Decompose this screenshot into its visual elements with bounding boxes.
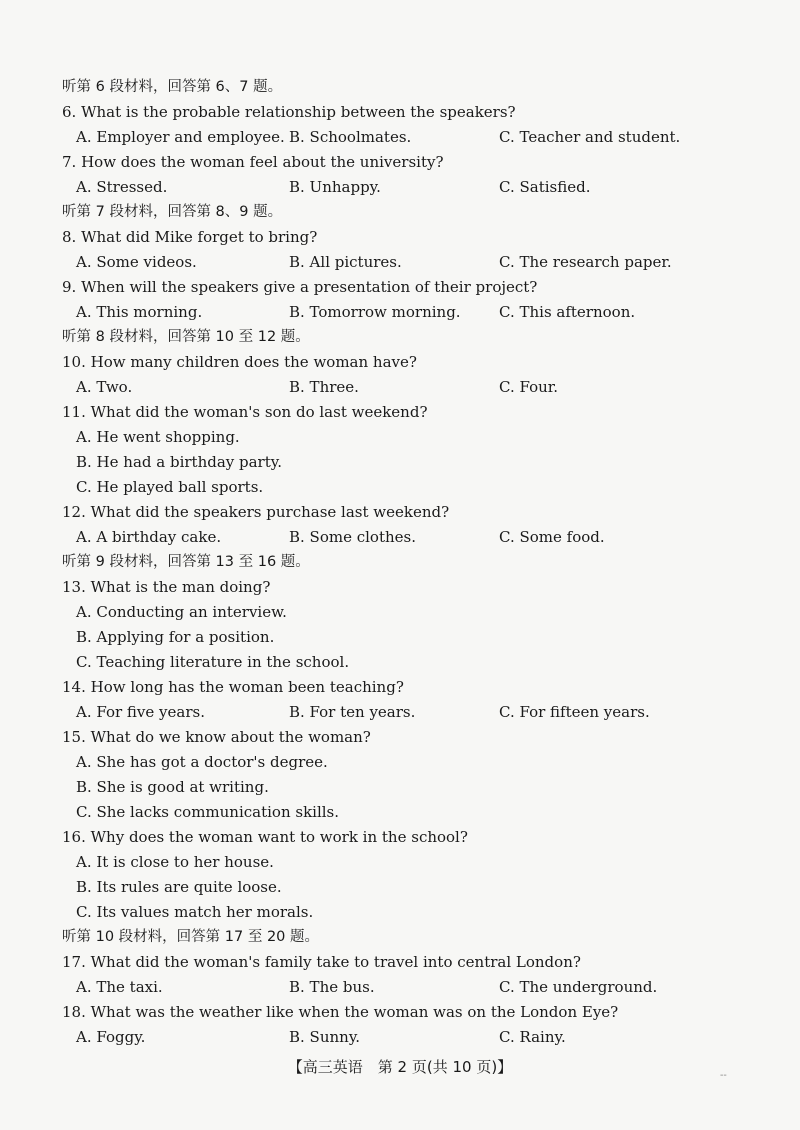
question-14: 14. How long has the woman been teaching? [62, 678, 404, 696]
question-9: 9. When will the speakers give a presentation of their project? [62, 278, 538, 296]
option-a: A. Conducting an interview. [76, 603, 287, 621]
option-b: B. Sunny. [289, 1028, 361, 1046]
option-16-c [62, 900, 760, 925]
section-heading-6: 听第 6 段材料，回答第 6、7 题。 [62, 79, 283, 95]
options-row-7 [62, 175, 760, 200]
question-7: 7. How does the woman feel about the university? [62, 153, 444, 171]
option-b: B. Three. [289, 378, 359, 396]
option-c: C. Teaching literature in the school. [76, 653, 350, 671]
page-footer: 【高三英语 第 2 页(共 10 页)】 [287, 1058, 513, 1076]
section-heading-8: 听第 8 段材料，回答第 10 至 12 题。 [62, 329, 310, 345]
option-13-a [62, 600, 760, 625]
question-17: 17. What did the woman's family take to travel into central London? [62, 953, 581, 971]
option-b: B. Unhappy. [289, 178, 381, 196]
option-c: C. The underground. [499, 978, 658, 996]
options-row-17 [62, 975, 760, 1000]
question-12: 12. What did the speakers purchase last weekend? [62, 503, 450, 521]
option-13-c [62, 650, 760, 675]
option-c: C. This afternoon. [499, 303, 636, 321]
options-row-12 [62, 525, 760, 550]
option-b: B. Its rules are quite loose. [76, 878, 282, 896]
options-row-9 [62, 300, 760, 325]
option-11-a [62, 425, 760, 450]
option-b: B. All pictures. [289, 253, 402, 271]
option-c: C. Satisfied. [499, 178, 591, 196]
question-11: 11. What did the woman's son do last weekend? [62, 403, 428, 421]
option-a: A. He went shopping. [76, 428, 240, 446]
option-b: B. Schoolmates. [289, 128, 412, 146]
section-heading-7: 听第 7 段材料，回答第 8、9 题。 [62, 204, 283, 220]
option-c: C. Its values match her morals. [76, 903, 314, 921]
option-15-c [62, 800, 760, 825]
option-b: B. He had a birthday party. [76, 453, 283, 471]
question-10: 10. How many children does the woman have? [62, 353, 417, 371]
option-a: A. Stressed. [76, 178, 168, 196]
options-row-8 [62, 250, 760, 275]
question-8: 8. What did Mike forget to bring? [62, 228, 318, 246]
option-c: C. Some food. [499, 528, 605, 546]
option-16-b [62, 875, 760, 900]
option-b: B. For ten years. [289, 703, 416, 721]
option-a: A. Two. [76, 378, 133, 396]
option-c: C. Four. [499, 378, 559, 396]
option-15-b [62, 775, 760, 800]
option-b: B. The bus. [289, 978, 375, 996]
option-c: C. For fifteen years. [499, 703, 650, 721]
question-16: 16. Why does the woman want to work in the school? [62, 828, 468, 846]
question-13: 13. What is the man doing? [62, 578, 271, 596]
option-a: A. It is close to her house. [76, 853, 274, 871]
option-b: B. Tomorrow morning. [289, 303, 461, 321]
option-a: A. Employer and employee. [76, 128, 285, 146]
option-b: B. Applying for a position. [76, 628, 275, 646]
option-a: A. A birthday cake. [76, 528, 222, 546]
option-a: A. This morning. [76, 303, 203, 321]
question-6: 6. What is the probable relationship between the speakers? [62, 103, 516, 121]
option-b: B. Some clothes. [289, 528, 416, 546]
option-c: C. Rainy. [499, 1028, 566, 1046]
option-a: A. The taxi. [76, 978, 163, 996]
options-row-6 [62, 125, 760, 150]
option-13-b [62, 625, 760, 650]
options-row-10 [62, 375, 760, 400]
option-a: A. For five years. [76, 703, 205, 721]
option-15-a [62, 750, 760, 775]
section-heading-9: 听第 9 段材料，回答第 13 至 16 题。 [62, 554, 310, 570]
option-a: A. Some videos. [76, 253, 197, 271]
option-b: B. She is good at writing. [76, 778, 269, 796]
section-heading-10: 听第 10 段材料，回答第 17 至 20 题。 [62, 929, 320, 945]
option-a: A. Foggy. [76, 1028, 146, 1046]
question-15: 15. What do we know about the woman? [62, 728, 371, 746]
option-c: C. She lacks communication skills. [76, 803, 340, 821]
options-row-14 [62, 700, 760, 725]
option-11-b [62, 450, 760, 475]
option-16-a [62, 850, 760, 875]
corner-mark: -- [720, 1070, 727, 1081]
option-11-c [62, 475, 760, 500]
question-18: 18. What was the weather like when the woman was on the London Eye? [62, 1003, 619, 1021]
option-c: C. The research paper. [499, 253, 672, 271]
option-c: C. Teacher and student. [499, 128, 681, 146]
option-c: C. He played ball sports. [76, 478, 264, 496]
option-a: A. She has got a doctor's degree. [76, 753, 328, 771]
options-row-18 [62, 1025, 760, 1050]
